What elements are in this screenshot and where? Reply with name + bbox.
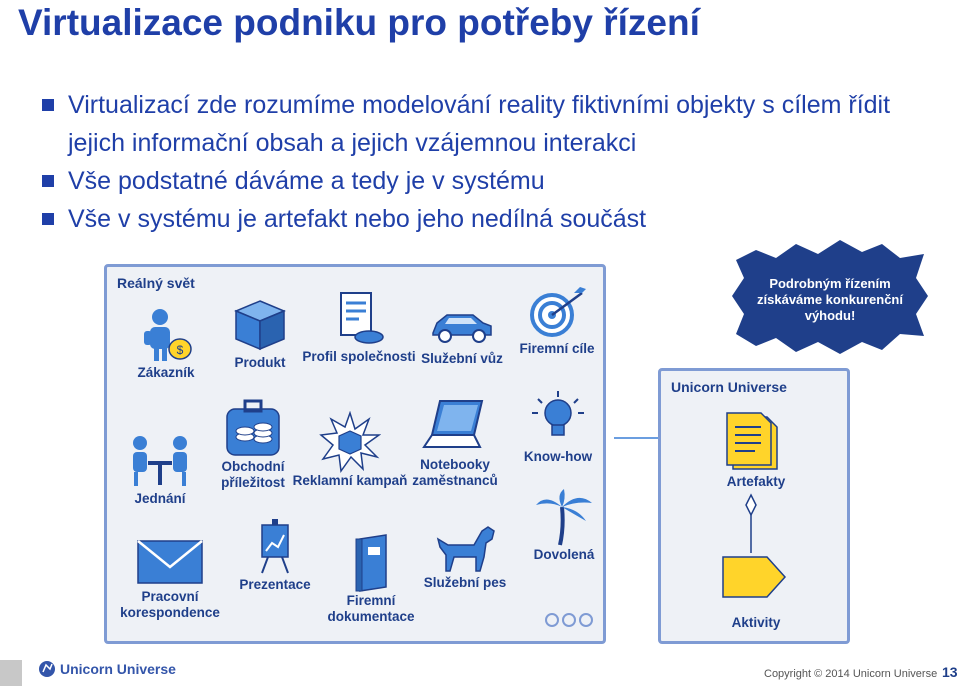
real-world-panel (104, 264, 606, 644)
item-vacation (499, 487, 629, 563)
artefacts-label: Artefakty (726, 474, 786, 489)
target-icon (524, 283, 590, 341)
report-icon (329, 289, 389, 349)
unicorn-logo-icon (38, 660, 56, 678)
badge-text: Podrobným řízením získáváme konkurenční výhodu! (757, 276, 903, 323)
artefacts-icon (721, 411, 781, 473)
meeting-icon (128, 431, 192, 491)
more-items-indicator (545, 613, 596, 632)
slide-title: Virtualizace podniku pro potřeby řízení (18, 2, 700, 43)
copyright-text: Copyright © 2014 Unicorn Universe (764, 668, 938, 680)
bullet-list (42, 86, 942, 238)
laptop-icon (420, 395, 490, 457)
item-label: Zákazník (137, 365, 195, 380)
item-label: Jednání (134, 491, 186, 506)
money-bag-icon (221, 397, 285, 459)
footer-logo (38, 660, 176, 678)
item-company-goals (492, 283, 622, 357)
cube-icon (230, 295, 290, 355)
item-label: Služební vůz (421, 351, 503, 366)
item-label: Služební pes (423, 575, 507, 590)
unicorn-universe-panel (658, 368, 850, 644)
item-label: Pracovní korespondence (120, 589, 220, 620)
footer-marker (0, 660, 22, 686)
item-label: Dovolená (533, 547, 595, 562)
dog-icon (430, 517, 500, 575)
svg-text:$: $ (176, 343, 184, 357)
palm-icon (534, 487, 594, 547)
dot (562, 613, 576, 627)
item-label: Prezentace (239, 577, 311, 592)
presentation-icon (250, 517, 300, 577)
item-label: Firemní cíle (519, 341, 595, 356)
car-icon (427, 295, 497, 351)
item-label: Profil společnosti (302, 349, 416, 364)
item-label: Reklamní kampaň (292, 473, 408, 488)
item-label: Obchodní příležitost (221, 459, 285, 490)
item-label: Firemní dokumentace (327, 593, 415, 624)
panel-title: Unicorn Universe (671, 379, 787, 395)
item-label: Notebooky zaměstnanců (412, 457, 498, 488)
lightbulb-icon (528, 389, 588, 449)
binder-icon (346, 533, 396, 593)
dot (545, 613, 559, 627)
activities-label: Aktivity (731, 615, 781, 630)
panel-title: Reálný svět (117, 275, 195, 291)
item-label: Know-how (523, 449, 593, 464)
footer-logo-text: Unicorn Universe (60, 661, 176, 677)
burst-icon (319, 411, 381, 473)
item-label: Produkt (234, 355, 286, 370)
bullet-item: Virtualizací zde rozumíme modelování reality fiktivními objekty s cílem řídit jejich informační obsah a jejich vzájemnou interakci (42, 86, 942, 162)
composition-connector (743, 493, 759, 555)
activities-icon (719, 553, 789, 603)
bullet-item: Vše v systému je artefakt nebo jeho nedílná součást (42, 200, 942, 238)
customer-icon (136, 307, 196, 365)
page-number: 13 (942, 664, 958, 680)
dot (579, 613, 593, 627)
item-know-how (493, 389, 623, 465)
envelope-icon (134, 537, 206, 589)
bullet-item: Vše podstatné dáváme a tedy je v systému (42, 162, 942, 200)
